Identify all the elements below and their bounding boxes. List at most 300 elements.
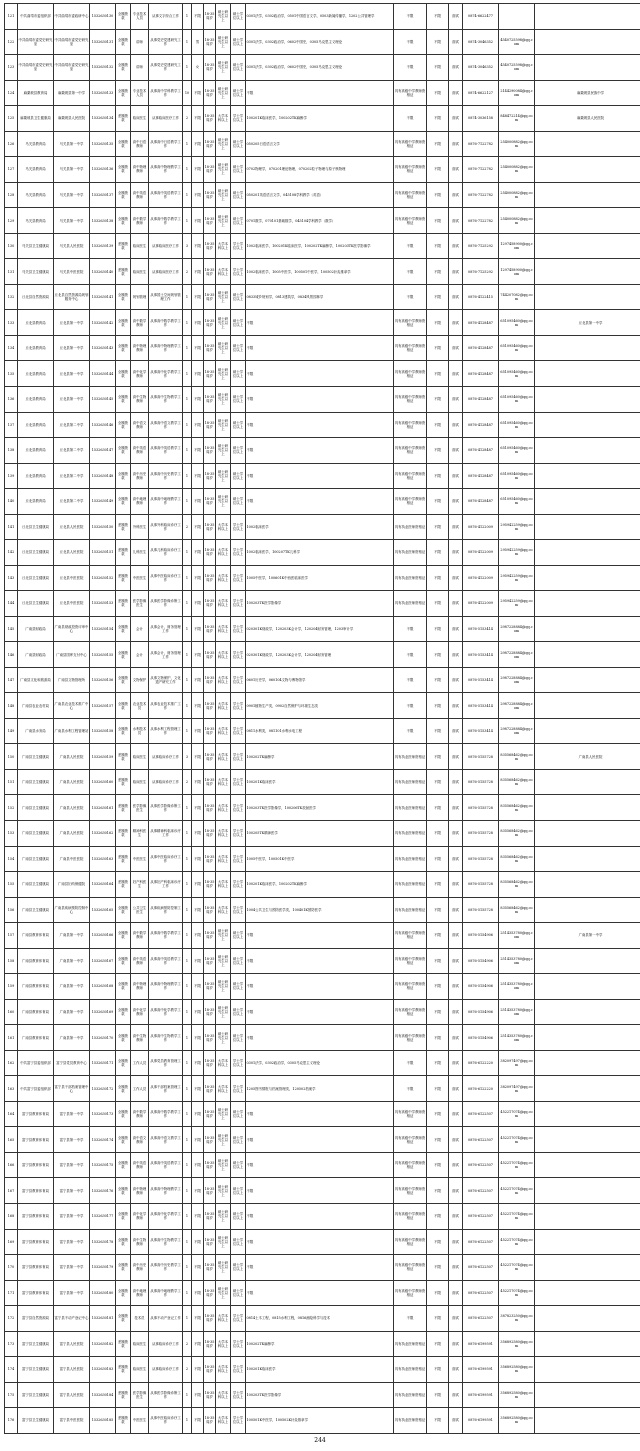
cell-duty: 从事高中英语教学工作 bbox=[149, 438, 183, 464]
cell-duty: 从事高中数学教学工作 bbox=[149, 208, 183, 234]
cell-dept: 中共曲靖市委组织部 bbox=[18, 4, 54, 30]
table-row bbox=[5, 182, 640, 208]
cell-code: 1532630146 bbox=[90, 412, 116, 438]
cell-no: 164 bbox=[5, 1101, 18, 1127]
table-row bbox=[5, 335, 640, 361]
cell-email: 835568462@qq.com bbox=[499, 795, 535, 821]
table-row bbox=[5, 361, 640, 387]
cell-title-req: 不限 bbox=[427, 131, 449, 157]
cell-exam: 面试 bbox=[449, 412, 463, 438]
cell-unit: 富宁县人民医院 bbox=[54, 1357, 90, 1383]
cell-title-req: 不限 bbox=[427, 1076, 449, 1102]
cell-unit: 广南县妇幼保健院 bbox=[54, 872, 90, 898]
cell-major: 不限 bbox=[246, 310, 394, 336]
cell-degree: 学士学位以上 bbox=[231, 1076, 246, 1102]
cell-email: 835568462@qq.com bbox=[499, 872, 535, 898]
cell-tel: 0876-5155728 bbox=[463, 744, 499, 770]
cell-degree: 硕士学位以上 bbox=[231, 29, 246, 55]
cell-ptype: 全额拨款 bbox=[116, 1152, 131, 1178]
cell-sex: 不限 bbox=[192, 591, 204, 617]
cell-pos: 专业技术人员 bbox=[131, 80, 149, 106]
cell-dept: 广南县卫生健康局 bbox=[18, 744, 54, 770]
cell-no: 165 bbox=[5, 1127, 18, 1153]
cell-dept: 丘北县教育局 bbox=[18, 489, 54, 515]
cell-ptype: 全额拨款 bbox=[116, 29, 131, 55]
cell-no: 130 bbox=[5, 233, 18, 259]
cell-unit: 丘北县第一中学 bbox=[54, 335, 90, 361]
cell-edu: 大学本科以上 bbox=[216, 1408, 231, 1434]
cell-num: 1 bbox=[183, 1178, 192, 1204]
cell-note bbox=[535, 565, 640, 591]
cell-edu: 大学本科以上 bbox=[216, 1331, 231, 1357]
cell-unit: 广南县水利工程管理站 bbox=[54, 718, 90, 744]
cell-edu: 硕士研究生以上 bbox=[216, 948, 231, 974]
cell-dept: 丘北县教育局 bbox=[18, 386, 54, 412]
cell-ptype: 全额拨款 bbox=[116, 438, 131, 464]
cell-ptype: 差额拨款 bbox=[116, 872, 131, 898]
cell-exam: 面试 bbox=[449, 1382, 463, 1408]
cell-age: 18-35周岁 bbox=[204, 438, 216, 464]
cell-age: 18-35周岁 bbox=[204, 1050, 216, 1076]
cell-code: 1532630151 bbox=[90, 540, 116, 566]
cell-dept: 丘北县卫生健康局 bbox=[18, 514, 54, 540]
cell-title-req: 不限 bbox=[427, 846, 449, 872]
cell-note bbox=[535, 897, 640, 923]
cell-unit: 丘北县第一中学 bbox=[54, 310, 90, 336]
table-row bbox=[5, 463, 640, 489]
cell-age: 18-35周岁 bbox=[204, 463, 216, 489]
cell-major: 100203TK医学影像学，100206TK放射医学 bbox=[246, 795, 394, 821]
cell-sex: 不限 bbox=[192, 489, 204, 515]
cell-pos: 高中地理教师 bbox=[131, 489, 149, 515]
table-row bbox=[5, 923, 640, 949]
cell-tel: 0876-6122507 bbox=[463, 1255, 499, 1281]
cell-other: 具有高级中学教师资格证 bbox=[394, 999, 427, 1025]
cell-no: 148 bbox=[5, 693, 18, 719]
cell-unit: 广南县农业技术推广中心 bbox=[54, 693, 90, 719]
cell-duty: 从事高中数学教学工作 bbox=[149, 923, 183, 949]
cell-ptype: 全额拨款 bbox=[116, 55, 131, 81]
cell-sex: 不限 bbox=[192, 284, 204, 310]
cell-exam: 面试 bbox=[449, 1331, 463, 1357]
cell-title-req: 不限 bbox=[427, 310, 449, 336]
cell-other: 不限 bbox=[394, 616, 427, 642]
cell-note bbox=[535, 284, 640, 310]
cell-ptype: 差额拨款 bbox=[116, 591, 131, 617]
cell-tel: 0876-6122507 bbox=[463, 1152, 499, 1178]
table-row bbox=[5, 846, 640, 872]
cell-duty: 从事精神科临床诊疗工作 bbox=[149, 821, 183, 847]
cell-degree: 硕士学位以上 bbox=[231, 1280, 246, 1306]
cell-title-req: 不限 bbox=[427, 948, 449, 974]
cell-code: 1532630179 bbox=[90, 1255, 116, 1281]
cell-edu: 大学本科以上 bbox=[216, 718, 231, 744]
cell-edu: 大学本科以上 bbox=[216, 872, 231, 898]
cell-duty: 从事国土空间规划管理工作 bbox=[149, 284, 183, 310]
cell-edu: 大学本科以上 bbox=[216, 744, 231, 770]
cell-sex: 不限 bbox=[192, 361, 204, 387]
cell-duty: 从事高中英语教学工作 bbox=[149, 182, 183, 208]
cell-note: 麻栗坡县人民医院 bbox=[535, 106, 640, 132]
cell-age: 18-35周岁 bbox=[204, 565, 216, 591]
cell-edu: 硕士研究生以上 bbox=[216, 1203, 231, 1229]
cell-tel: 0876-4122415 bbox=[463, 284, 499, 310]
cell-no: 126 bbox=[5, 131, 18, 157]
cell-exam: 面试 bbox=[449, 1127, 463, 1153]
cell-num: 1 bbox=[183, 284, 192, 310]
cell-no: 124 bbox=[5, 80, 18, 106]
cell-sex: 不限 bbox=[192, 131, 204, 157]
cell-edu: 硕士研究生以上 bbox=[216, 386, 231, 412]
cell-age: 18-35周岁 bbox=[204, 4, 216, 30]
cell-age: 18-35周岁 bbox=[204, 157, 216, 183]
cell-other: 具有执业医师资格证 bbox=[394, 1408, 427, 1434]
cell-ptype: 全额拨款 bbox=[116, 310, 131, 336]
cell-note bbox=[535, 361, 640, 387]
cell-pos: 妇产科医生 bbox=[131, 872, 149, 898]
cell-email: 452217074@qq.com bbox=[499, 1229, 535, 1255]
table-row bbox=[5, 1152, 640, 1178]
cell-unit: 丘北县第二中学 bbox=[54, 489, 90, 515]
cell-dept: 丘北县自然资源局 bbox=[18, 284, 54, 310]
cell-edu: 大学本科以上 bbox=[216, 1357, 231, 1383]
cell-unit: 广南县国库支付中心 bbox=[54, 642, 90, 668]
cell-email: 2514353780@qq.com bbox=[499, 923, 535, 949]
cell-note bbox=[535, 1127, 640, 1153]
cell-sex: 不限 bbox=[192, 540, 204, 566]
cell-exam: 面试 bbox=[449, 131, 463, 157]
cell-age: 18-35周岁 bbox=[204, 29, 216, 55]
cell-no: 162 bbox=[5, 1050, 18, 1076]
cell-dept: 富宁县教育体育局 bbox=[18, 1203, 54, 1229]
cell-unit: 丘北县人民医院 bbox=[54, 540, 90, 566]
cell-code: 1532630134 bbox=[90, 106, 116, 132]
cell-duty: 从事高中物理教学工作 bbox=[149, 335, 183, 361]
table-row bbox=[5, 667, 640, 693]
cell-other: 具有执业医师资格证 bbox=[394, 514, 427, 540]
cell-title-req: 不限 bbox=[427, 872, 449, 898]
cell-other: 具有高级中学教师资格证 bbox=[394, 1025, 427, 1051]
cell-edu: 硕士研究生以上 bbox=[216, 463, 231, 489]
cell-title-req: 不限 bbox=[427, 616, 449, 642]
table-row bbox=[5, 157, 640, 183]
cell-unit: 麻栗坡县人民医院 bbox=[54, 106, 90, 132]
cell-num: 1 bbox=[183, 718, 192, 744]
cell-dept: 丘北县卫生健康局 bbox=[18, 565, 54, 591]
cell-title-req: 不限 bbox=[427, 463, 449, 489]
cell-note: 麻栗坡县民族中学 bbox=[535, 80, 640, 106]
cell-other: 具有执业医师资格证 bbox=[394, 540, 427, 566]
cell-degree: 学士学位以上 bbox=[231, 514, 246, 540]
cell-other: 不限 bbox=[394, 1050, 427, 1076]
cell-tel: 0876-6122507 bbox=[463, 1178, 499, 1204]
cell-edu: 大学本科以上 bbox=[216, 846, 231, 872]
cell-unit: 富宁县第一中学 bbox=[54, 1280, 90, 1306]
cell-email: 835568462@qq.com bbox=[499, 897, 535, 923]
cell-note bbox=[535, 335, 640, 361]
cell-other: 具有执业医师资格证 bbox=[394, 846, 427, 872]
cell-sex: 不限 bbox=[192, 1203, 204, 1229]
cell-other: 具有高级中学教师资格证 bbox=[394, 1152, 427, 1178]
cell-tel: 0876-7122782 bbox=[463, 131, 499, 157]
cell-edu: 大学本科以上 bbox=[216, 540, 231, 566]
cell-num: 1 bbox=[183, 361, 192, 387]
cell-tel: 0876-6122507 bbox=[463, 1280, 499, 1306]
cell-email: 835568462@qq.com bbox=[499, 744, 535, 770]
cell-pos: 高中化学教师 bbox=[131, 999, 149, 1025]
cell-exam: 面试 bbox=[449, 616, 463, 642]
cell-title-req: 不限 bbox=[427, 1280, 449, 1306]
cell-ptype: 全额拨款 bbox=[116, 1203, 131, 1229]
cell-no: 123 bbox=[5, 55, 18, 81]
cell-tel: 0876-7125292 bbox=[463, 233, 499, 259]
cell-note bbox=[535, 616, 640, 642]
cell-code: 1532630139 bbox=[90, 233, 116, 259]
cell-degree: 硕士学位以上 bbox=[231, 463, 246, 489]
cell-pos: 中医医生 bbox=[131, 846, 149, 872]
cell-email: 651095460@qq.com bbox=[499, 386, 535, 412]
cell-edu: 硕士研究生以上 bbox=[216, 974, 231, 1000]
cell-num: 1 bbox=[183, 489, 192, 515]
cell-tel: 0876-5154906 bbox=[463, 948, 499, 974]
cell-edu: 大学本科以上 bbox=[216, 259, 231, 285]
cell-degree: 硕士学位以上 bbox=[231, 999, 246, 1025]
cell-other: 具有执业医师资格证 bbox=[394, 872, 427, 898]
cell-edu: 大学本科以上 bbox=[216, 616, 231, 642]
cell-degree: 学士学位以上 bbox=[231, 540, 246, 566]
cell-age: 18-35周岁 bbox=[204, 744, 216, 770]
cell-note bbox=[535, 1025, 640, 1051]
cell-num: 1 bbox=[183, 948, 192, 974]
cell-tel: 0876-5155728 bbox=[463, 795, 499, 821]
cell-title-req: 不限 bbox=[427, 540, 449, 566]
cell-sex: 不限 bbox=[192, 642, 204, 668]
cell-major: 050201英语语言文学，045108学科教学（英语） bbox=[246, 182, 394, 208]
cell-degree: 硕士学位以上 bbox=[231, 1255, 246, 1281]
cell-num: 1 bbox=[183, 131, 192, 157]
cell-num: 2 bbox=[183, 769, 192, 795]
cell-note bbox=[535, 999, 640, 1025]
cell-pos: 精神科医生 bbox=[131, 821, 149, 847]
cell-degree: 硕士学位以上 bbox=[231, 1025, 246, 1051]
cell-exam: 面试 bbox=[449, 1357, 463, 1383]
cell-ptype: 全额拨款 bbox=[116, 1280, 131, 1306]
cell-edu: 大学本科以上 bbox=[216, 642, 231, 668]
cell-other: 不限 bbox=[394, 1306, 427, 1332]
cell-code: 1532630133 bbox=[90, 80, 116, 106]
cell-no: 168 bbox=[5, 1203, 18, 1229]
cell-exam: 面试 bbox=[449, 438, 463, 464]
cell-tel: 0876-4122009 bbox=[463, 540, 499, 566]
cell-note bbox=[535, 1229, 640, 1255]
cell-num: 1 bbox=[183, 1076, 192, 1102]
table-row bbox=[5, 131, 640, 157]
table-row bbox=[5, 412, 640, 438]
cell-title-req: 不限 bbox=[427, 208, 449, 234]
table-body bbox=[5, 4, 640, 1434]
cell-sex: 不限 bbox=[192, 1255, 204, 1281]
cell-edu: 硕士研究生以上 bbox=[216, 29, 231, 55]
cell-no: 122 bbox=[5, 29, 18, 55]
cell-code: 1532630167 bbox=[90, 948, 116, 974]
table-row bbox=[5, 565, 640, 591]
cell-major: 不限 bbox=[246, 463, 394, 489]
cell-no: 145 bbox=[5, 616, 18, 642]
cell-tel: 0876-4128487 bbox=[463, 386, 499, 412]
cell-edu: 硕士研究生以上 bbox=[216, 1101, 231, 1127]
cell-major: 1005中医学，100601K中西医临床医学 bbox=[246, 565, 394, 591]
cell-tel: 0876-6122507 bbox=[463, 1306, 499, 1332]
cell-tel: 0876-7122782 bbox=[463, 157, 499, 183]
cell-age: 18-35周岁 bbox=[204, 693, 216, 719]
cell-code: 1532630132 bbox=[90, 55, 116, 81]
cell-exam: 面试 bbox=[449, 948, 463, 974]
cell-title-req: 不限 bbox=[427, 769, 449, 795]
recruitment-table bbox=[4, 3, 640, 1434]
cell-dept: 广南县教育体育局 bbox=[18, 923, 54, 949]
cell-num: 1 bbox=[183, 1255, 192, 1281]
table-row bbox=[5, 821, 640, 847]
cell-age: 18-35周岁 bbox=[204, 208, 216, 234]
cell-ptype: 全额拨款 bbox=[116, 182, 131, 208]
cell-duty: 从事高中地理教学工作 bbox=[149, 1280, 183, 1306]
cell-title-req: 不限 bbox=[427, 489, 449, 515]
cell-major: 0901植物生产类，0902自然保护与环境生态类 bbox=[246, 693, 394, 719]
cell-duty: 从事疾病预防控制工作 bbox=[149, 897, 183, 923]
cell-sex: 不限 bbox=[192, 386, 204, 412]
cell-unit: 广南县中医医院 bbox=[54, 846, 90, 872]
cell-ptype: 全额拨款 bbox=[116, 4, 131, 30]
table-row bbox=[5, 540, 640, 566]
cell-dept: 广南县教育体育局 bbox=[18, 1025, 54, 1051]
cell-ptype: 全额拨款 bbox=[116, 718, 131, 744]
cell-exam: 面试 bbox=[449, 1025, 463, 1051]
cell-unit: 丘北县人民医院 bbox=[54, 514, 90, 540]
cell-tel: 0876-5154906 bbox=[463, 1025, 499, 1051]
cell-ptype: 差额拨款 bbox=[116, 259, 131, 285]
cell-title-req: 不限 bbox=[427, 1408, 449, 1434]
cell-email: 1297458900@qq.com bbox=[499, 233, 535, 259]
cell-unit: 广南县财政投资评审中心 bbox=[54, 616, 90, 642]
cell-major: 100501K中医学，100502K针灸推拿学 bbox=[246, 1408, 394, 1434]
cell-num: 1 bbox=[183, 1408, 192, 1434]
cell-major: 不限 bbox=[246, 1280, 394, 1306]
table-row bbox=[5, 616, 640, 642]
cell-sex: 不限 bbox=[192, 872, 204, 898]
cell-email: 651095460@qq.com bbox=[499, 463, 535, 489]
cell-unit: 丘北县中医医院 bbox=[54, 591, 90, 617]
cell-degree: 学士学位以上 bbox=[231, 821, 246, 847]
cell-age: 18-35周岁 bbox=[204, 489, 216, 515]
cell-degree: 硕士学位以上 bbox=[231, 948, 246, 974]
cell-duty: 从事临床医疗工作 bbox=[149, 259, 183, 285]
cell-age: 18-35周岁 bbox=[204, 131, 216, 157]
cell-title-req: 不限 bbox=[427, 29, 449, 55]
cell-num: 2 bbox=[183, 514, 192, 540]
cell-dept: 富宁县卫生健康局 bbox=[18, 1357, 54, 1383]
table-row bbox=[5, 591, 640, 617]
cell-edu: 大学本科以上 bbox=[216, 1050, 231, 1076]
table-row bbox=[5, 4, 640, 30]
cell-num: 1 bbox=[183, 157, 192, 183]
cell-tel: 0876-5155728 bbox=[463, 872, 499, 898]
cell-exam: 面试 bbox=[449, 284, 463, 310]
cell-age: 18-35周岁 bbox=[204, 233, 216, 259]
cell-edu: 大学本科以上 bbox=[216, 565, 231, 591]
cell-email: 452217074@qq.com bbox=[499, 1127, 535, 1153]
cell-num: 1 bbox=[183, 1127, 192, 1153]
cell-age: 18-35周岁 bbox=[204, 259, 216, 285]
cell-degree: 硕士学位以上 bbox=[231, 1178, 246, 1204]
cell-other: 具有高级中学教师资格证 bbox=[394, 131, 427, 157]
cell-sex: 不限 bbox=[192, 923, 204, 949]
cell-ptype: 全额拨款 bbox=[116, 1178, 131, 1204]
cell-degree: 硕士学位以上 bbox=[231, 208, 246, 234]
cell-exam: 面试 bbox=[449, 1255, 463, 1281]
cell-code: 1532630148 bbox=[90, 463, 116, 489]
cell-sex: 不限 bbox=[192, 1382, 204, 1408]
cell-age: 18-35周岁 bbox=[204, 386, 216, 412]
cell-title-req: 不限 bbox=[427, 4, 449, 30]
cell-edu: 硕士研究生以上 bbox=[216, 412, 231, 438]
cell-pos: 儿科医生 bbox=[131, 540, 149, 566]
cell-title-req: 不限 bbox=[427, 565, 449, 591]
cell-ptype: 差额拨款 bbox=[116, 106, 131, 132]
table-row bbox=[5, 233, 640, 259]
cell-pos: 规划管理 bbox=[131, 284, 149, 310]
cell-age: 18-35周岁 bbox=[204, 1331, 216, 1357]
cell-other: 具有高级中学教师资格证 bbox=[394, 361, 427, 387]
cell-pos: 会计 bbox=[131, 616, 149, 642]
cell-tel: 0876-5155728 bbox=[463, 846, 499, 872]
cell-tel: 0876-6122507 bbox=[463, 1203, 499, 1229]
cell-title-req: 不限 bbox=[427, 335, 449, 361]
cell-major: 1004公共卫生与预防医学类，100401K预防医学 bbox=[246, 897, 394, 923]
cell-sex: 不限 bbox=[192, 616, 204, 642]
cell-other: 具有高级中学教师资格证 bbox=[394, 386, 427, 412]
cell-ptype: 全额拨款 bbox=[116, 1025, 131, 1051]
table-row bbox=[5, 718, 640, 744]
cell-ptype: 差额拨款 bbox=[116, 769, 131, 795]
cell-age: 18-35周岁 bbox=[204, 1101, 216, 1127]
cell-unit: 富宁县第一中学 bbox=[54, 1255, 90, 1281]
cell-pos: 高中化学教师 bbox=[131, 361, 149, 387]
cell-exam: 面试 bbox=[449, 974, 463, 1000]
cell-duty: 从事妇产科临床诊疗工作 bbox=[149, 872, 183, 898]
cell-exam: 面试 bbox=[449, 565, 463, 591]
cell-code: 1532630183 bbox=[90, 1357, 116, 1383]
table-row bbox=[5, 642, 640, 668]
cell-email: 4540725598@qq.com bbox=[499, 29, 535, 55]
cell-code: 1532630166 bbox=[90, 923, 116, 949]
cell-exam: 面试 bbox=[449, 29, 463, 55]
cell-sex: 不限 bbox=[192, 1306, 204, 1332]
cell-num: 1 bbox=[183, 4, 192, 30]
cell-dept: 富宁县教育体育局 bbox=[18, 1255, 54, 1281]
cell-tel: 0876-6122220 bbox=[463, 1076, 499, 1102]
cell-sex: 不限 bbox=[192, 1408, 204, 1434]
cell-code: 1532630136 bbox=[90, 157, 116, 183]
cell-no: 121 bbox=[5, 4, 18, 30]
cell-no: 149 bbox=[5, 718, 18, 744]
cell-dept: 马关县卫生健康局 bbox=[18, 233, 54, 259]
cell-email: 254000882@qq.com bbox=[499, 157, 535, 183]
cell-dept: 广南县卫生健康局 bbox=[18, 769, 54, 795]
cell-tel: 0876-5153414 bbox=[463, 667, 499, 693]
cell-pos: 文物保护 bbox=[131, 667, 149, 693]
cell-other: 具有执业医师资格证 bbox=[394, 821, 427, 847]
cell-edu: 硕士研究生以上 bbox=[216, 80, 231, 106]
